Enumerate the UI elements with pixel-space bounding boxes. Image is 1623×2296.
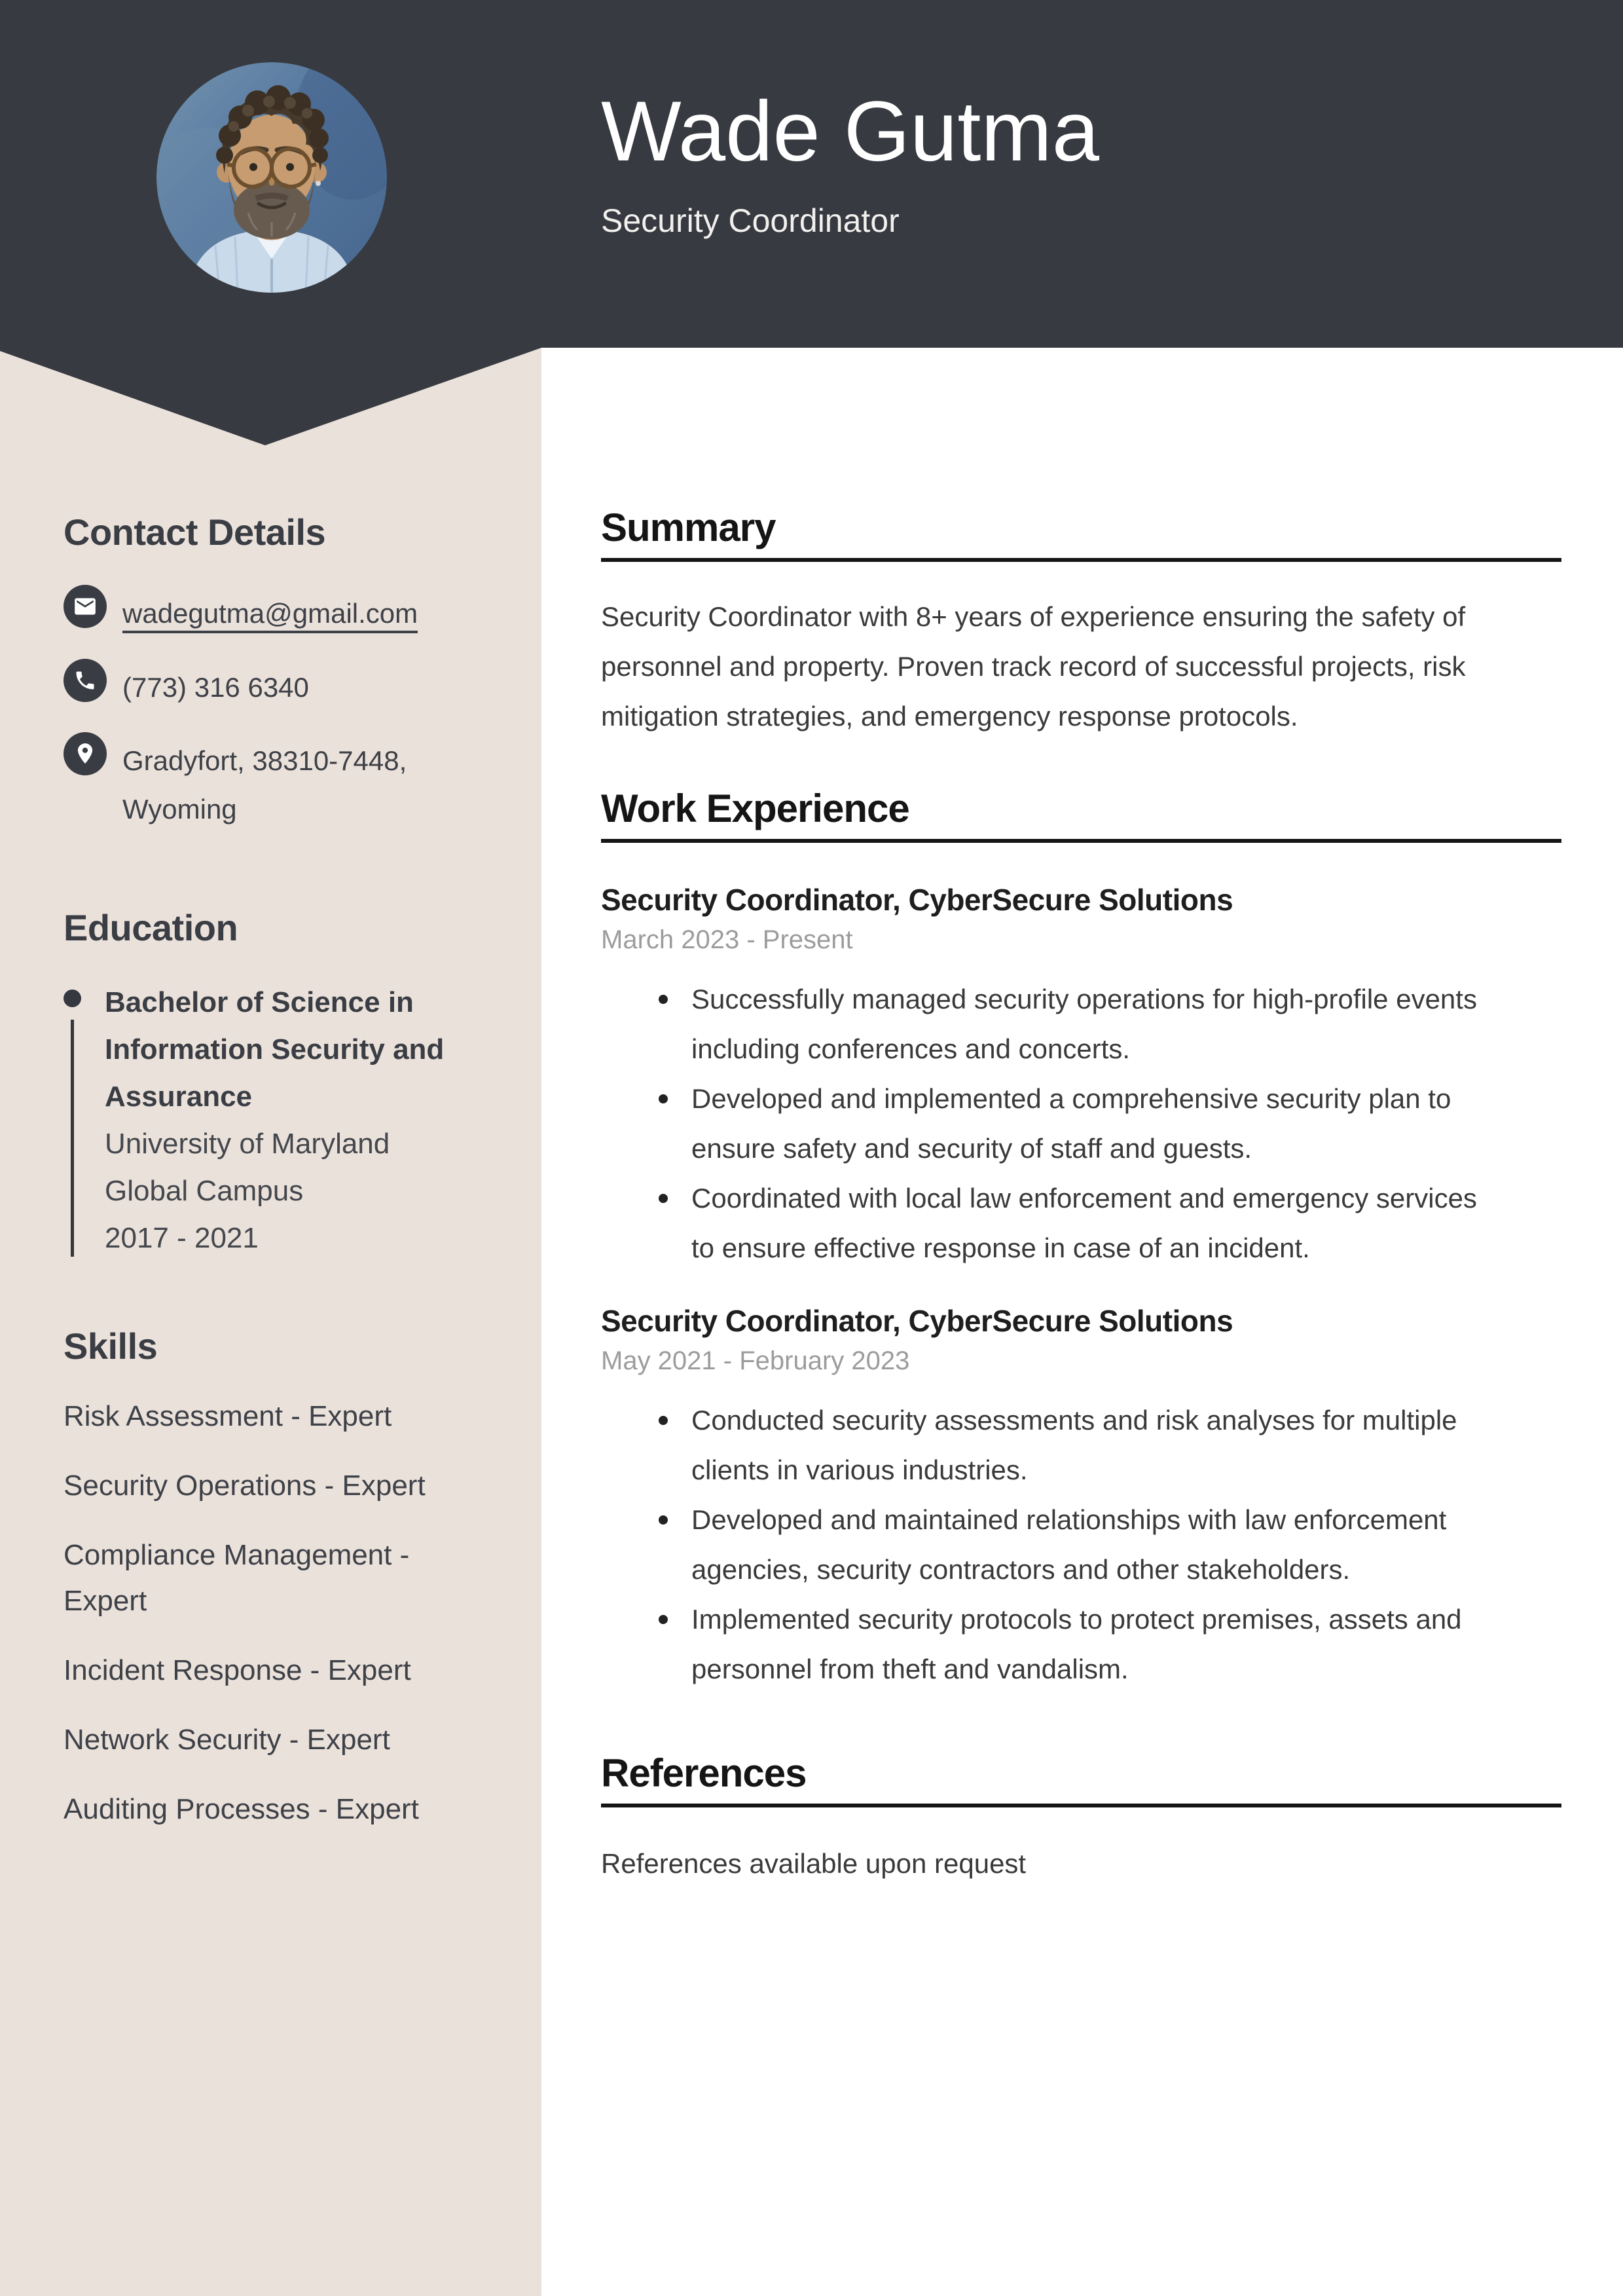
job-title: Security Coordinator, CyberSecure Solutions	[601, 883, 1233, 917]
skill-item: Incident Response - Expert	[64, 1654, 411, 1686]
job-dates: March 2023 - Present	[601, 925, 853, 954]
contact-phone-value: (773) 316 6340	[122, 671, 309, 703]
contact-details-heading: Contact Details	[64, 511, 326, 553]
contact-location-value: Gradyfort, 38310-7448, Wyoming	[122, 745, 407, 824]
job-bullet: Coordinated with local law enforcement and emergency services to ensure effective response in case of an incident.	[601, 1174, 1487, 1273]
sidebar	[0, 445, 541, 1856]
contact-list	[64, 585, 502, 833]
timeline-dot-icon	[64, 990, 81, 1007]
education-degree: Bachelor of Science in Information Security and Assurance	[105, 986, 445, 1113]
education-heading: Education	[64, 907, 238, 948]
work-experience-heading: Work Experience	[601, 787, 909, 830]
skill-item: Auditing Processes - Expert	[64, 1793, 419, 1825]
skill-item: Compliance Management - Expert	[64, 1539, 410, 1617]
job-bullet-list	[601, 1396, 1623, 1694]
portrait-illustration	[156, 62, 387, 293]
education-entry	[64, 979, 502, 1262]
job-bullet: Developed and maintained relationships with law enforcement agencies, security contractors and other stakeholders.	[601, 1495, 1487, 1595]
job-bullet: Developed and implemented a comprehensive security plan to ensure safety and security of staff and guests.	[601, 1074, 1487, 1174]
education-dates: 2017 - 2021	[105, 1222, 259, 1254]
timeline-line	[71, 1020, 74, 1257]
email-icon	[64, 585, 107, 628]
person-name: Wade Gutma	[601, 83, 1100, 179]
contact-row-phone	[64, 659, 502, 712]
skill-item: Risk Assessment - Expert	[64, 1400, 392, 1432]
skills-heading: Skills	[64, 1325, 158, 1367]
skill-item: Security Operations - Expert	[64, 1470, 426, 1502]
job-entry-1	[601, 882, 1623, 1273]
job-bullet-list	[601, 974, 1623, 1273]
references-text: References available upon request	[601, 1848, 1027, 1879]
section-divider	[601, 1804, 1561, 1807]
section-divider	[601, 839, 1561, 843]
job-bullet: Conducted security assessments and risk analyses for multiple clients in various industries.	[601, 1396, 1487, 1495]
job-dates: May 2021 - February 2023	[601, 1346, 910, 1375]
contact-email-value[interactable]: wadegutma@gmail.com	[122, 585, 418, 638]
job-entry-2	[601, 1303, 1623, 1694]
header-identity	[601, 84, 1099, 240]
references-heading: References	[601, 1751, 807, 1795]
person-job-title: Security Coordinator	[601, 202, 900, 239]
education-school: University of Maryland Global Campus	[105, 1128, 390, 1207]
summary-heading: Summary	[601, 506, 776, 549]
contact-row-email	[64, 585, 502, 638]
job-title: Security Coordinator, CyberSecure Solutions	[601, 1304, 1233, 1338]
contact-row-location	[64, 732, 502, 833]
job-bullet: Implemented security protocols to protect premises, assets and personnel from theft and vandalism.	[601, 1595, 1487, 1694]
skill-item: Network Security - Expert	[64, 1724, 390, 1756]
skills-list	[64, 1394, 502, 1832]
profile-photo	[156, 62, 387, 293]
phone-icon	[64, 659, 107, 702]
summary-paragraph: Security Coordinator with 8+ years of experience ensuring the safety of personnel and property. Proven track record of successful projects, risk mitigation strategies, and emergency response protocols.	[601, 601, 1466, 731]
job-bullet: Successfully managed security operations for high-profile events including conferences and concerts.	[601, 974, 1487, 1074]
location-icon	[64, 732, 107, 775]
main-content	[541, 348, 1623, 1889]
section-divider	[601, 558, 1561, 562]
